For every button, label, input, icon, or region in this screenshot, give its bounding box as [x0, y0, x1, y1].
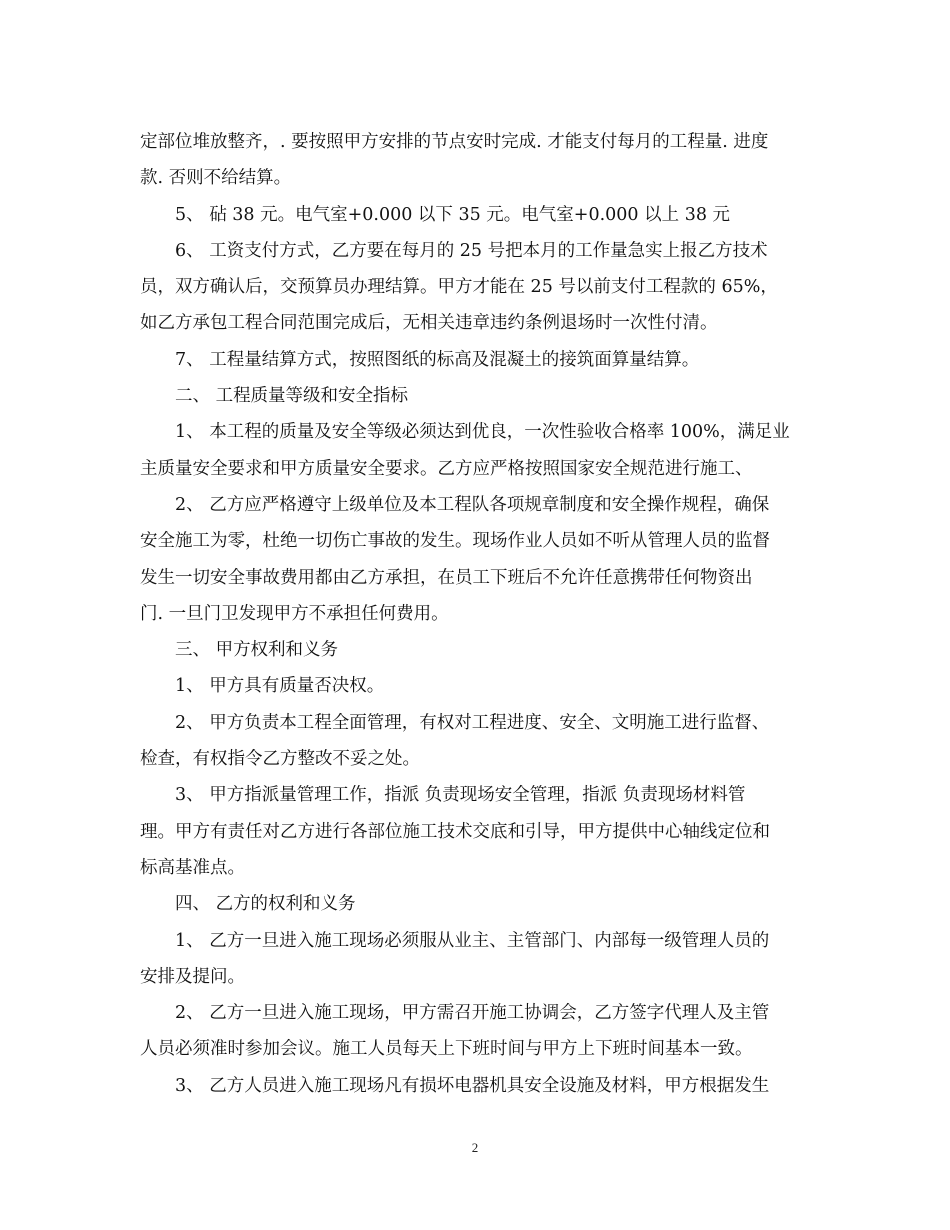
document-body [140, 124, 814, 1104]
text-line: 1、 本工程的质量及安全等级必须达到优良，一次性验收合格率 100%，满足业 [175, 422, 790, 443]
text-line: 款. 否则不给结算。 [140, 168, 292, 189]
text-line: 员，双方确认后，交预算员办理结算。甲方才能在 25 号以前支付工程款的 65%， [140, 277, 778, 298]
text-line: 标高基准点。 [140, 857, 245, 878]
text-line: 5、 砧 38 元。电气室+0.000 以下 35 元。电气室+0.000 以上 38 元 [175, 204, 731, 225]
page-number: 2 [471, 1140, 479, 1155]
text-line: 6、 工资支付方式，乙方要在每月的 25 号把本月的工作量急实上报乙方技术 [175, 240, 768, 261]
text-line: 安排及提问。 [140, 966, 245, 987]
text-line: 如乙方承包工程合同范围完成后，无相关违章违约条例退场时一次性付清。 [140, 313, 718, 334]
text-line: 2、 甲方负责本工程全面管理，有权对工程进度、安全、文明施工进行监督、 [175, 712, 770, 733]
text-line: 二、 工程质量等级和安全指标 [175, 386, 409, 407]
text-line: 安全施工为零，杜绝一切伤亡事故的发生。现场作业人员如不听从管理人员的监督 [140, 531, 770, 552]
text-line: 1、 甲方具有质量否决权。 [175, 676, 385, 697]
text-line: 3、 甲方指派量管理工作，指派 负责现场安全管理，指派 负责现场材料管 [175, 785, 746, 806]
text-line: 检查，有权指令乙方整改不妥之处。 [140, 749, 420, 770]
text-line: 人员必须准时参加会议。施工人员每天上下班时间与甲方上下班时间基本一致。 [140, 1039, 753, 1060]
text-line: 2、 乙方一旦进入施工现场，甲方需召开施工协调会，乙方签字代理人及主管 [175, 1003, 770, 1024]
text-line: 主质量安全要求和甲方质量安全要求。乙方应严格按照国家安全规范进行施工、 [140, 458, 753, 479]
text-line: 2、 乙方应严格遵守上级单位及本工程队各项规章制度和安全操作规程，确保 [175, 494, 770, 515]
text-line: 发生一切安全事故费用都由乙方承担，在员工下班后不允许任意携带任何物资出 [140, 567, 753, 588]
text-line: 1、 乙方一旦进入施工现场必须服从业主、主管部门、内部每一级管理人员的 [175, 930, 770, 951]
text-line: 理。甲方有责任对乙方进行各部位施工技术交底和引导，甲方提供中心轴线定位和 [140, 821, 770, 842]
text-line: 门. 一旦门卫发现甲方不承担任何费用。 [140, 603, 449, 624]
text-line: 四、 乙方的权利和义务 [175, 894, 356, 915]
text-line: 3、 乙方人员进入施工现场凡有损坏电器机具安全设施及材料，甲方根据发生 [175, 1075, 770, 1096]
text-line: 三、 甲方权利和义务 [175, 640, 339, 661]
text-line: 7、 工程量结算方式，按照图纸的标高及混凝土的接筑面算量结算。 [175, 349, 700, 370]
text-line: 定部位堆放整齐，. 要按照甲方安排的节点安时完成. 才能支付每月的工程量. 进度 [140, 132, 769, 152]
